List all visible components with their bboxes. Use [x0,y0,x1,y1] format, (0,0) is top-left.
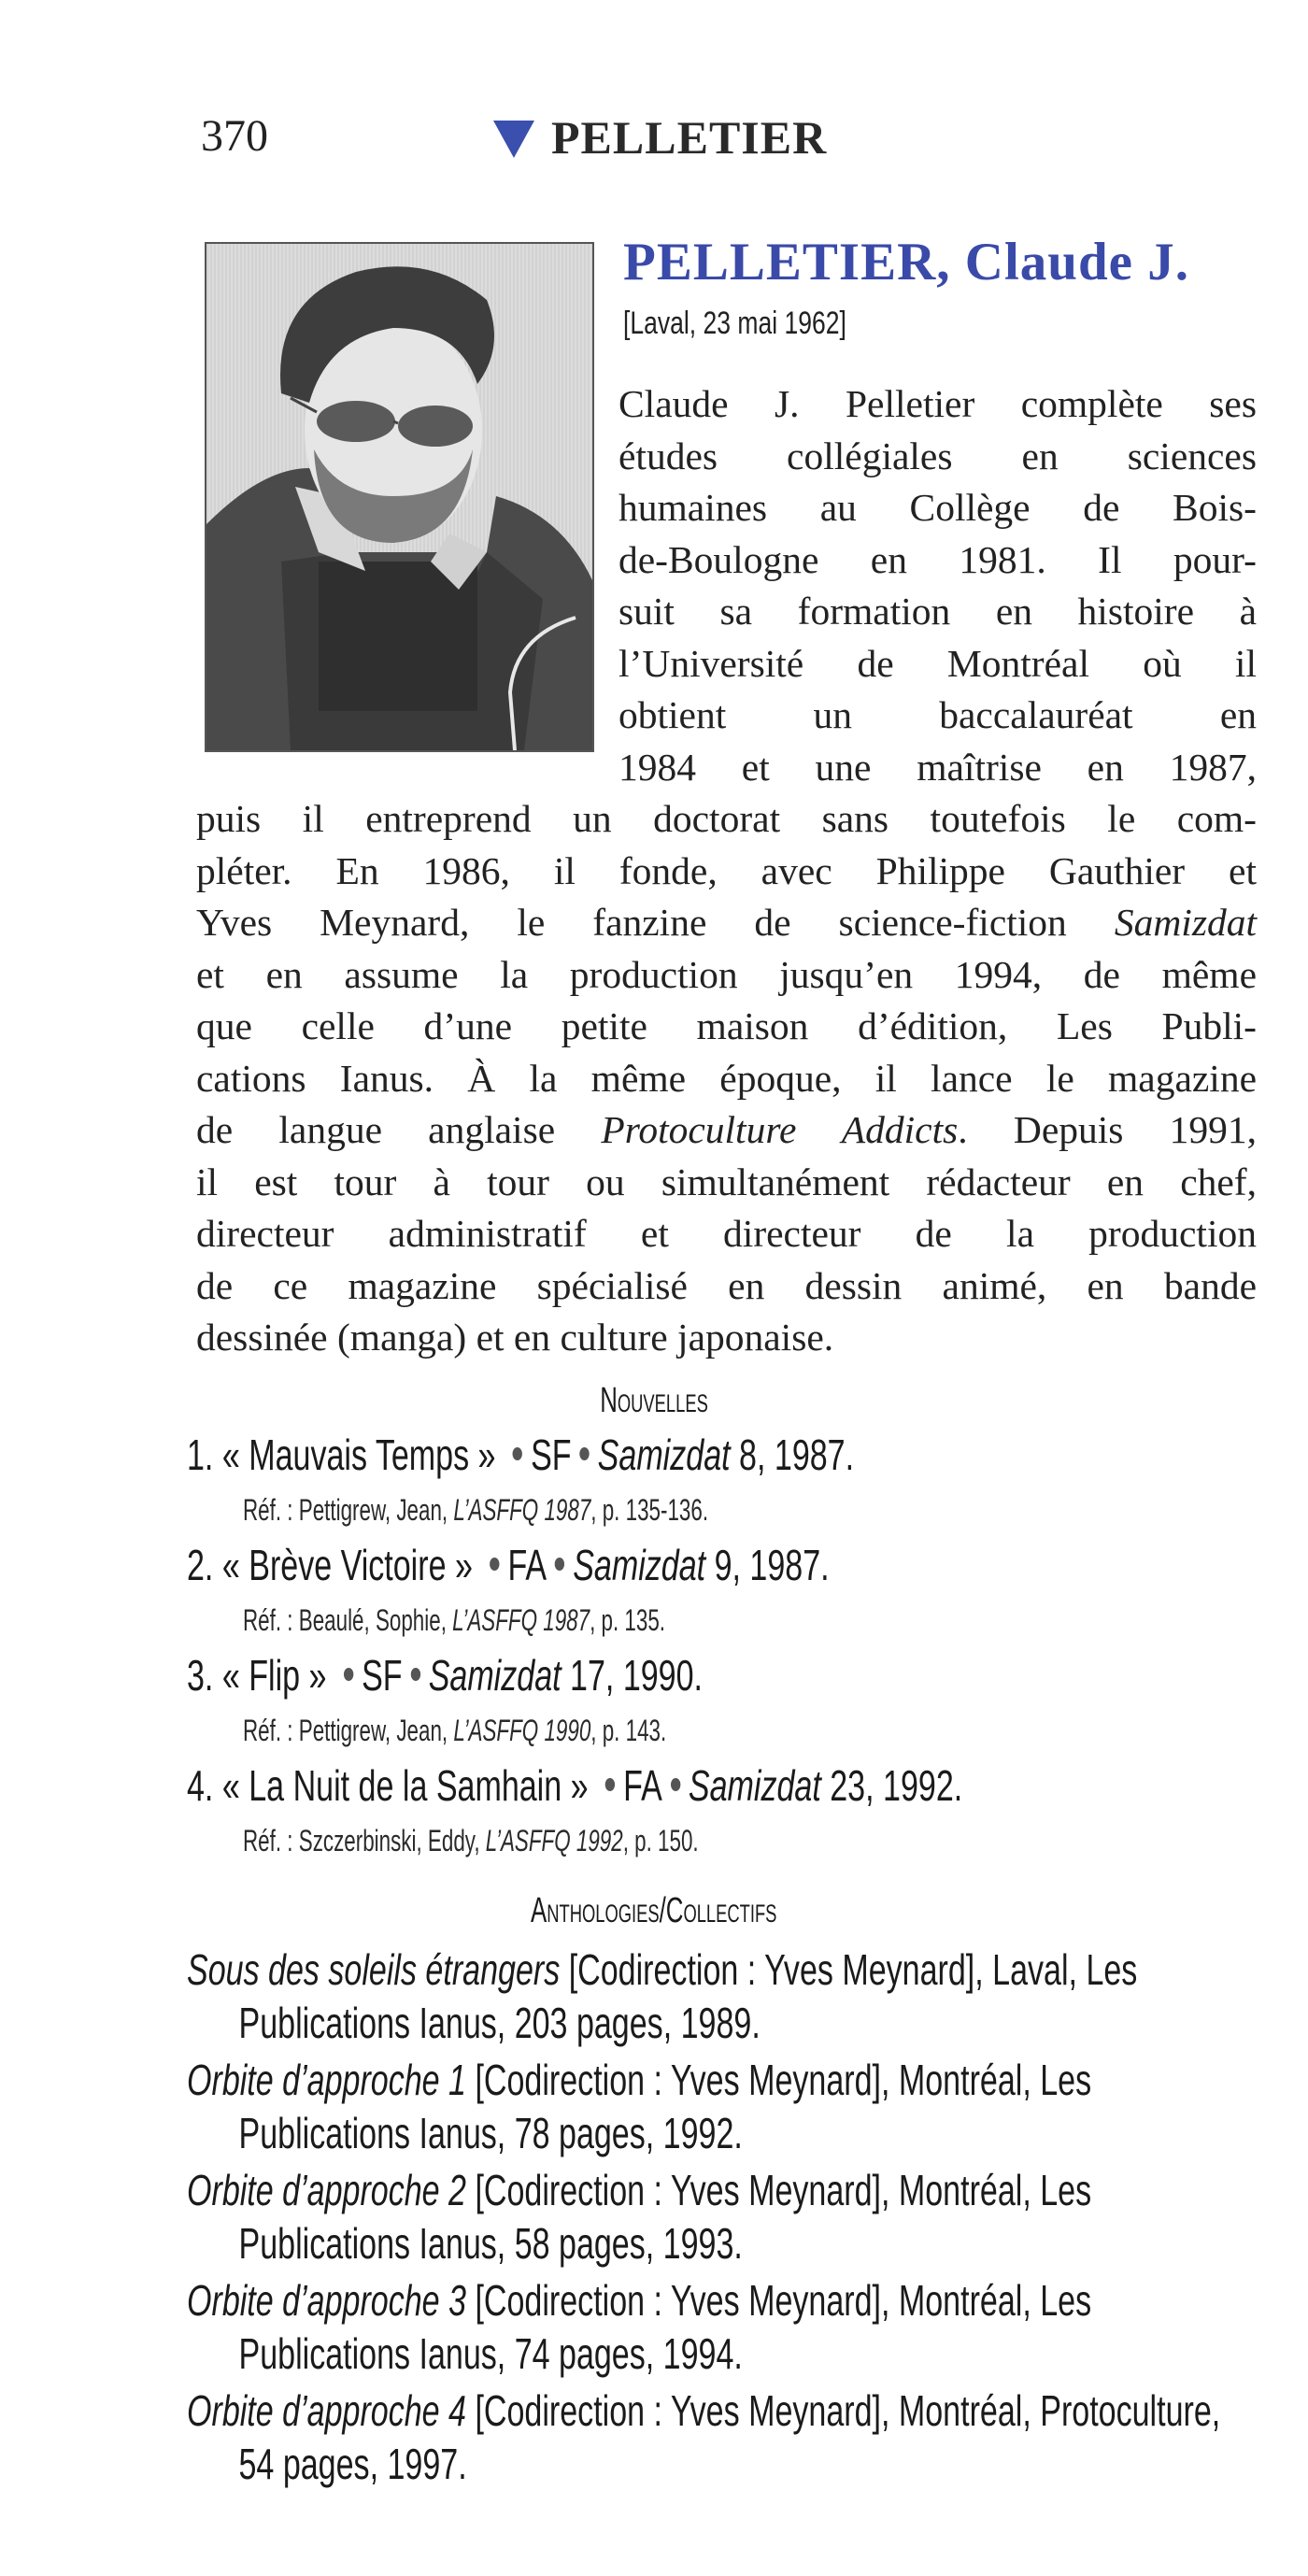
section-heading-text: Nouvelles [600,1381,708,1420]
bullet-icon [490,1558,499,1571]
bullet-icon [555,1558,564,1571]
item-publication: Samizdat [688,1761,821,1810]
bullet-icon [605,1778,615,1791]
item-publication: Samizdat [573,1541,706,1589]
anthology-title: Sous des soleils étrangers [187,1945,561,1994]
item-issue: 23, 1992. [820,1761,963,1810]
bio-line: obtient un baccalauréat en [618,693,1257,736]
bio-line: de-Boulogne en 1981. Il pour- [618,537,1257,581]
biography [196,378,1257,1364]
ref-label: Réf. : [243,1493,299,1527]
photo-wrap-spacer [196,378,618,785]
anthology-details: [Codirection : Yves Meynard], Laval, Les [560,1945,1138,1994]
ref-author: Pettigrew, Jean, [298,1714,454,1747]
bio-text: . Depuis 1991, [958,1108,1258,1151]
bio-line: pléter. En 1986, il fonde, avec Philippe Gauthier et [196,848,1257,892]
bio-line: puis il entreprend un doctorat sans toutefois le com- [196,797,1257,840]
entry-name: PELLETIER, Claude J. [623,233,1189,292]
bio-line: Claude J. Pelletier complète ses [618,382,1257,425]
item-publication: Samizdat [428,1651,562,1700]
item-number: 2. [187,1541,214,1589]
triangle-down-icon [493,121,534,158]
item-issue: 8, 1987. [730,1430,855,1479]
nouvelle-item [187,1760,962,1811]
running-head [0,110,1308,176]
anthology-item [187,1943,1252,2050]
running-title [493,110,827,164]
anthology-details: [Codirection : Yves Meynard], Montréal, Les [465,2166,1092,2214]
anthology-item [187,2164,1252,2270]
ref-source: L’ASFFQ 1992 [485,1824,623,1857]
ref-source: L’ASFFQ 1987 [453,1493,591,1527]
anthology-details: [Codirection : Yves Meynard], Montréal, Les [465,2056,1092,2104]
bullet-icon [579,1447,589,1460]
anthology-title: Orbite d’approche 3 [187,2276,466,2325]
section-heading-anthologies [0,1891,1308,1931]
ref-label: Réf. : [243,1824,299,1857]
bio-text: Yves Meynard, le fanzine de science-fiction [196,901,1115,944]
nouvelle-item [187,1540,830,1590]
bio-line: que celle d’une petite maison d’édition, Les Publi- [196,1004,1257,1047]
item-title: « Brève Victoire » [221,1541,473,1589]
bullet-icon [513,1447,522,1460]
item-number: 1. [187,1430,214,1479]
anthology-details-cont: Publications Ianus, 203 pages, 1989. [238,1999,761,2047]
bio-line: l’Université de Montréal où il [618,641,1257,685]
nouvelle-item [187,1430,854,1480]
item-title: « Flip » [221,1651,327,1700]
bio-line: et en assume la production jusqu’en 1994, de même [196,952,1257,996]
anthology-details-cont: 54 pages, 1997. [238,2440,467,2488]
item-genre: SF [362,1651,403,1700]
anthology-details-cont: Publications Ianus, 78 pages, 1992. [238,2109,743,2157]
entry-birth: [Laval, 23 mai 1962] [623,306,846,341]
item-title: « La Nuit de la Samhain » [221,1761,589,1810]
ref-author: Szczerbinski, Eddy, [298,1824,486,1857]
ref-source: L’ASFFQ 1990 [453,1714,591,1747]
anthology-details: [Codirection : Yves Meynard], Montréal, Les [465,2276,1092,2325]
bio-line: de ce magazine spécialisé en dessin animé, en bande [196,1263,1257,1307]
bio-italic-protoculture: Protoculture Addicts [601,1108,959,1151]
bio-text: de langue anglaise [196,1108,602,1151]
anthology-item [187,2054,1252,2160]
anthology-details-cont: Publications Ianus, 74 pages, 1994. [238,2329,743,2378]
nouvelle-item [187,1650,703,1701]
section-heading-text: Anthologies/Collectifs [531,1891,777,1930]
ref-author: Pettigrew, Jean, [298,1493,454,1527]
nouvelle-reference [243,1714,666,1748]
nouvelle-reference [243,1493,708,1528]
bio-line: dessinée (manga) et en culture japonaise. [196,1316,834,1359]
nouvelle-reference [243,1824,699,1858]
anthology-title: Orbite d’approche 2 [187,2166,466,2214]
anthology-title: Orbite d’approche 1 [187,2056,466,2104]
item-genre: FA [507,1541,547,1589]
item-genre: SF [531,1430,572,1479]
item-number: 4. [187,1761,214,1810]
ref-pages: , p. 143. [590,1714,667,1747]
bio-line: il est tour à tour ou simultanément rédacteur en chef, [196,1160,1257,1203]
page-number: 370 [201,111,268,161]
item-title: « Mauvais Temps » [221,1430,496,1479]
bio-line: directeur administratif et directeur de la production [196,1212,1257,1255]
anthology-title: Orbite d’approche 4 [187,2386,466,2435]
nouvelle-reference [243,1603,665,1638]
bio-line: cations Ianus. À la même époque, il lance le magazine [196,1056,1257,1100]
item-number: 3. [187,1651,214,1700]
bio-line: suit sa formation en histoire à [618,590,1257,633]
item-publication: Samizdat [597,1430,731,1479]
bullet-icon [671,1778,680,1791]
bullet-icon [344,1668,353,1681]
bio-line: 1984 et une maîtrise en 1987, [618,745,1257,789]
item-genre: FA [623,1761,662,1810]
ref-source: L’ASFFQ 1987 [452,1603,590,1637]
ref-pages: , p. 135-136. [590,1493,709,1527]
ref-author: Beaulé, Sophie, [298,1603,453,1637]
bio-italic-samizdat: Samizdat [1114,901,1257,944]
ref-label: Réf. : [243,1714,299,1747]
anthology-details: [Codirection : Yves Meynard], Montréal, Protoculture, [465,2386,1221,2435]
bio-line: humaines au Collège de Bois- [618,486,1257,529]
ref-pages: , p. 150. [622,1824,699,1857]
bio-line: études collégiales en sciences [618,434,1257,477]
ref-pages: , p. 135. [590,1603,666,1637]
item-issue: 9, 1987. [705,1541,830,1589]
item-issue: 17, 1990. [561,1651,704,1700]
bio-line [196,1104,1257,1157]
anthology-item [187,2274,1252,2381]
bullet-icon [410,1668,419,1681]
anthology-item [187,2384,1252,2491]
anthology-details-cont: Publications Ianus, 58 pages, 1993. [238,2219,743,2268]
section-heading-nouvelles [0,1381,1308,1421]
running-title-text: PELLETIER [551,111,828,164]
ref-label: Réf. : [243,1603,299,1637]
bio-line [196,897,1257,949]
